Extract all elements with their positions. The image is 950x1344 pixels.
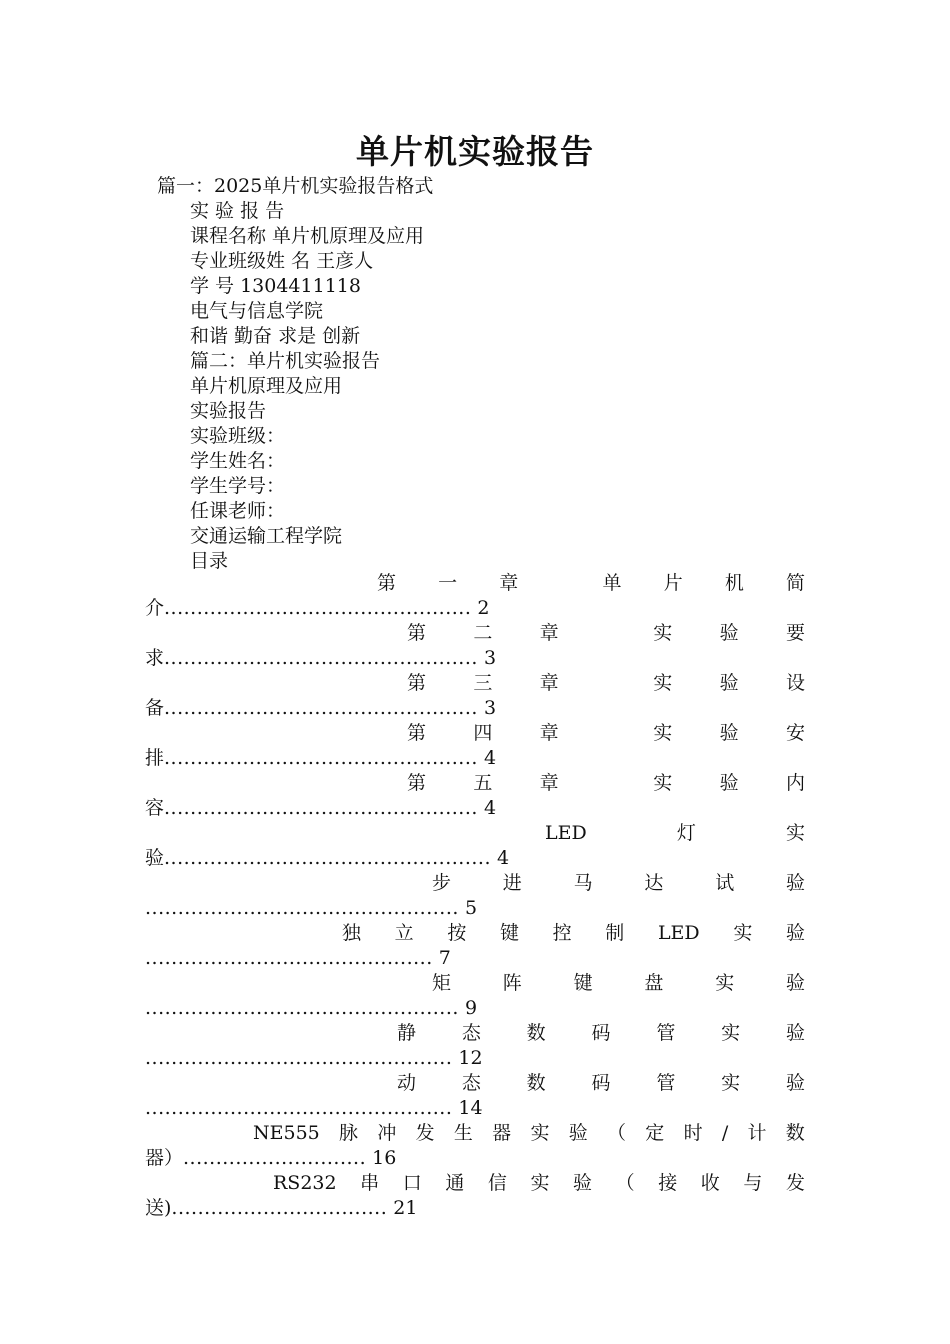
- toc-title-char: 验: [785, 922, 805, 944]
- toc-title-char: 五: [473, 772, 493, 794]
- header-line: 学 号 1304411118: [190, 275, 361, 297]
- toc-title-char: 验: [785, 1072, 805, 1094]
- toc-title-char: （: [615, 1172, 635, 1194]
- toc-entry[interactable]: [145, 1071, 805, 1121]
- toc-title-char: 器: [492, 1122, 512, 1144]
- toc-entry-title: [145, 771, 805, 796]
- toc-title-char: 机: [724, 572, 744, 594]
- toc-entry[interactable]: [145, 671, 805, 721]
- toc-title-char: 冲: [377, 1122, 397, 1144]
- toc-entry-title: [145, 671, 805, 696]
- toc-title-char: 步: [432, 872, 452, 894]
- toc-title-char: 实: [785, 822, 805, 844]
- toc-title-char: 与: [743, 1172, 763, 1194]
- header-line: 交通运输工程学院: [190, 525, 343, 547]
- toc-entry[interactable]: [145, 1021, 805, 1071]
- toc-dot-leader: ................................................: [145, 897, 459, 919]
- toc-title-char: 达: [644, 872, 664, 894]
- toc-entry[interactable]: [145, 821, 805, 871]
- toc-entry-leader: [145, 1196, 805, 1221]
- toc-title-char: 串: [360, 1172, 380, 1194]
- toc-title-char: 态: [461, 1022, 481, 1044]
- toc-title-char: 实: [721, 1072, 741, 1094]
- toc-title-char: 立: [394, 922, 414, 944]
- toc-title-char: 三: [473, 672, 493, 694]
- toc-dot-leader: ............................: [183, 1147, 367, 1169]
- toc-entry-title: [145, 871, 805, 896]
- toc-entry-title: [145, 571, 805, 596]
- toc-title-char: 第: [407, 622, 427, 644]
- toc-title-char: 简: [785, 572, 805, 594]
- header-line: 专业班级姓 名 王彦人: [190, 250, 374, 272]
- toc-entry[interactable]: [145, 971, 805, 1021]
- toc-title-char: 验: [719, 722, 739, 744]
- toc-entry[interactable]: [145, 1171, 805, 1221]
- header-line: 实验报告: [190, 400, 267, 422]
- toc-page-number: 9: [464, 997, 478, 1019]
- toc-page-number: 4: [483, 797, 497, 819]
- toc-title-char: 验: [573, 1172, 593, 1194]
- toc-entry-title: [145, 1021, 805, 1046]
- toc-entry-title: [145, 1121, 805, 1146]
- toc-title-char: 章: [539, 772, 559, 794]
- toc-title-char: 试: [715, 872, 735, 894]
- toc-title-tail: 求: [145, 647, 165, 669]
- toc-title-char: 实: [530, 1122, 550, 1144]
- toc-title-char: 马: [573, 872, 593, 894]
- toc-page-number: 4: [497, 847, 510, 869]
- toc-entry[interactable]: [145, 771, 805, 821]
- toc-title-char: 接: [658, 1172, 678, 1194]
- toc-entry-leader: [145, 946, 805, 971]
- toc-dot-leader: ................................................: [164, 697, 478, 719]
- toc-page-number: 16: [372, 1147, 397, 1169]
- toc-page-number: 12: [458, 1047, 483, 1069]
- toc-page-number: 14: [458, 1097, 483, 1119]
- toc-title-char: /: [721, 1122, 729, 1144]
- toc-page-number: 5: [464, 897, 478, 919]
- toc-title-char: 码: [591, 1072, 611, 1094]
- toc-dot-leader: .................................: [171, 1197, 388, 1219]
- toc-dot-leader: ................................................: [164, 647, 478, 669]
- toc-title-char: 码: [591, 1022, 611, 1044]
- toc-entry[interactable]: [145, 571, 805, 621]
- toc-dot-leader: ...............................................: [145, 1097, 453, 1119]
- toc-title-char: 章: [539, 622, 559, 644]
- toc-title-char: 实: [715, 972, 735, 994]
- toc-title-char: 计: [747, 1122, 767, 1144]
- toc-title-char: 章: [539, 722, 559, 744]
- toc-entry-title: [145, 921, 805, 946]
- toc-title-char: 矩: [432, 972, 452, 994]
- header-line: 任课老师：: [190, 500, 286, 522]
- toc-entry[interactable]: [145, 871, 805, 921]
- toc-title-char: 第: [407, 772, 427, 794]
- toc-title-char: 发: [415, 1122, 435, 1144]
- toc-title-char: 实: [530, 1172, 550, 1194]
- toc-entry[interactable]: [145, 621, 805, 671]
- toc-title-char: 制: [605, 922, 625, 944]
- toc-title-char: 实: [721, 1022, 741, 1044]
- toc-entry-title: [145, 821, 805, 846]
- toc-title-char: LED: [545, 822, 587, 844]
- toc-title-tail: 验: [145, 847, 165, 869]
- toc-title-tail: 排: [145, 747, 165, 769]
- toc-entry-leader: [145, 796, 805, 821]
- toc-entry[interactable]: [145, 721, 805, 771]
- toc-title-char: 灯: [676, 822, 696, 844]
- toc-title-char: （: [607, 1122, 627, 1144]
- toc-title-char: 实: [653, 672, 673, 694]
- toc-entry-leader: [145, 746, 805, 771]
- toc-dot-leader: ..................................................: [164, 847, 491, 869]
- toc-title-char: 生: [453, 1122, 473, 1144]
- toc-title-char: 键: [573, 972, 593, 994]
- toc-entry-leader: [145, 896, 805, 921]
- toc-title-char: 口: [402, 1172, 422, 1194]
- toc-title-tail: 介: [145, 597, 165, 619]
- toc-entry-title: [145, 971, 805, 996]
- toc-title-char: 按: [447, 922, 467, 944]
- toc-title-char: 数: [785, 1122, 805, 1144]
- toc-title-char: 验: [785, 1022, 805, 1044]
- toc-page-number: 2: [477, 597, 490, 619]
- toc-title-char: 实: [653, 772, 673, 794]
- toc-title-char: 态: [461, 1072, 481, 1094]
- header-line: 篇二：单片机实验报告: [190, 350, 381, 372]
- toc-entry-title: [145, 621, 805, 646]
- toc-title-char: 数: [526, 1072, 546, 1094]
- page-title: 单片机实验报告: [356, 132, 594, 171]
- toc-heading: 目录: [190, 550, 229, 572]
- toc-title-char: NE555: [253, 1122, 320, 1144]
- toc-page-number: 3: [483, 647, 497, 669]
- toc-entry-title: [145, 721, 805, 746]
- toc-entry-leader: [145, 596, 805, 621]
- toc-entry-leader: [145, 646, 805, 671]
- toc-title-char: 收: [700, 1172, 720, 1194]
- header-line: 实 验 报 告: [190, 200, 285, 222]
- toc-dot-leader: ...............................................: [145, 1047, 453, 1069]
- toc-page-number: 21: [393, 1197, 418, 1219]
- toc-title-char: 第: [407, 672, 427, 694]
- header-line: 电气与信息学院: [190, 300, 324, 322]
- toc-dot-leader: ................................................: [164, 797, 478, 819]
- toc-title-char: 静: [397, 1022, 417, 1044]
- toc-title-char: 安: [785, 722, 805, 744]
- toc-title-char: 定: [645, 1122, 665, 1144]
- toc-entry-leader: [145, 1046, 805, 1071]
- toc-entry-leader: [145, 846, 805, 871]
- toc-title-char: 数: [526, 1022, 546, 1044]
- toc-title-char: LED: [657, 922, 700, 944]
- toc-title-char: 第: [377, 572, 397, 594]
- toc-title-char: 脉: [339, 1122, 359, 1144]
- toc-dot-leader: ................................................: [145, 997, 459, 1019]
- toc-title-char: 信: [487, 1172, 507, 1194]
- header-line: 篇一：2025单片机实验报告格式: [157, 175, 434, 197]
- header-line: 和谐 勤奋 求是 创新: [190, 325, 361, 347]
- toc-entry[interactable]: [145, 921, 805, 971]
- header-line: 实验班级：: [190, 425, 286, 447]
- toc-title-char: 章: [539, 672, 559, 694]
- toc-title-char: 管: [656, 1022, 676, 1044]
- toc-page-number: 4: [483, 747, 497, 769]
- toc-title-char: 控: [552, 922, 572, 944]
- toc-entry[interactable]: [145, 1121, 805, 1171]
- toc-entry-leader: [145, 1096, 805, 1121]
- toc-entry-title: [145, 1171, 805, 1196]
- toc-title-char: 验: [785, 972, 805, 994]
- toc-title-char: 阵: [502, 972, 522, 994]
- toc-title-char: 单: [602, 572, 622, 594]
- toc-title-char: 实: [653, 722, 673, 744]
- toc-title-tail: 备: [145, 697, 165, 719]
- toc-title-char: 四: [473, 722, 493, 744]
- toc-title-char: 片: [663, 572, 683, 594]
- toc-title-char: 章: [499, 572, 519, 594]
- toc-title-char: 独: [342, 922, 362, 944]
- toc-dot-leader: ................................................: [164, 747, 478, 769]
- header-line: 学生姓名：: [190, 450, 286, 472]
- toc-title-char: 验: [719, 672, 739, 694]
- toc-dot-leader: ...............................................: [164, 597, 472, 619]
- toc-entry-leader: [145, 996, 805, 1021]
- toc-title-char: 实: [653, 622, 673, 644]
- toc-title-char: 验: [785, 872, 805, 894]
- toc-entry-leader: [145, 1146, 805, 1171]
- toc-title-tail: 容: [145, 797, 165, 819]
- toc-title-char: 二: [473, 622, 493, 644]
- toc-page-number: 7: [438, 947, 451, 969]
- toc-title-tail: 送): [145, 1197, 172, 1219]
- toc-title-char: 第: [407, 722, 427, 744]
- toc-title-char: RS232: [273, 1172, 337, 1194]
- toc-title-char: 动: [397, 1072, 417, 1094]
- toc-title-char: 时: [683, 1122, 703, 1144]
- toc-title-char: 内: [785, 772, 805, 794]
- toc-title-char: 键: [499, 922, 519, 944]
- toc-page-number: 3: [483, 697, 497, 719]
- toc-title-char: 设: [785, 672, 805, 694]
- toc-title-char: 验: [719, 622, 739, 644]
- toc-title-tail: 器）: [145, 1147, 184, 1169]
- header-line: 课程名称 单片机原理及应用: [190, 225, 425, 247]
- toc-title-char: 验: [719, 772, 739, 794]
- toc-title-char: 通: [445, 1172, 465, 1194]
- header-line: 学生学号：: [190, 475, 286, 497]
- toc-title-char: 盘: [644, 972, 664, 994]
- toc-title-char: 进: [502, 872, 522, 894]
- toc-title-char: 实: [733, 922, 753, 944]
- toc-dot-leader: ............................................: [145, 947, 433, 969]
- toc-title-char: 要: [785, 622, 805, 644]
- toc-title-char: 验: [568, 1122, 588, 1144]
- toc-title-char: 一: [438, 572, 458, 594]
- header-line: 单片机原理及应用: [190, 375, 343, 397]
- toc-title-char: 发: [785, 1172, 805, 1194]
- toc-entry-title: [145, 1071, 805, 1096]
- toc-title-char: 管: [656, 1072, 676, 1094]
- toc-entry-leader: [145, 696, 805, 721]
